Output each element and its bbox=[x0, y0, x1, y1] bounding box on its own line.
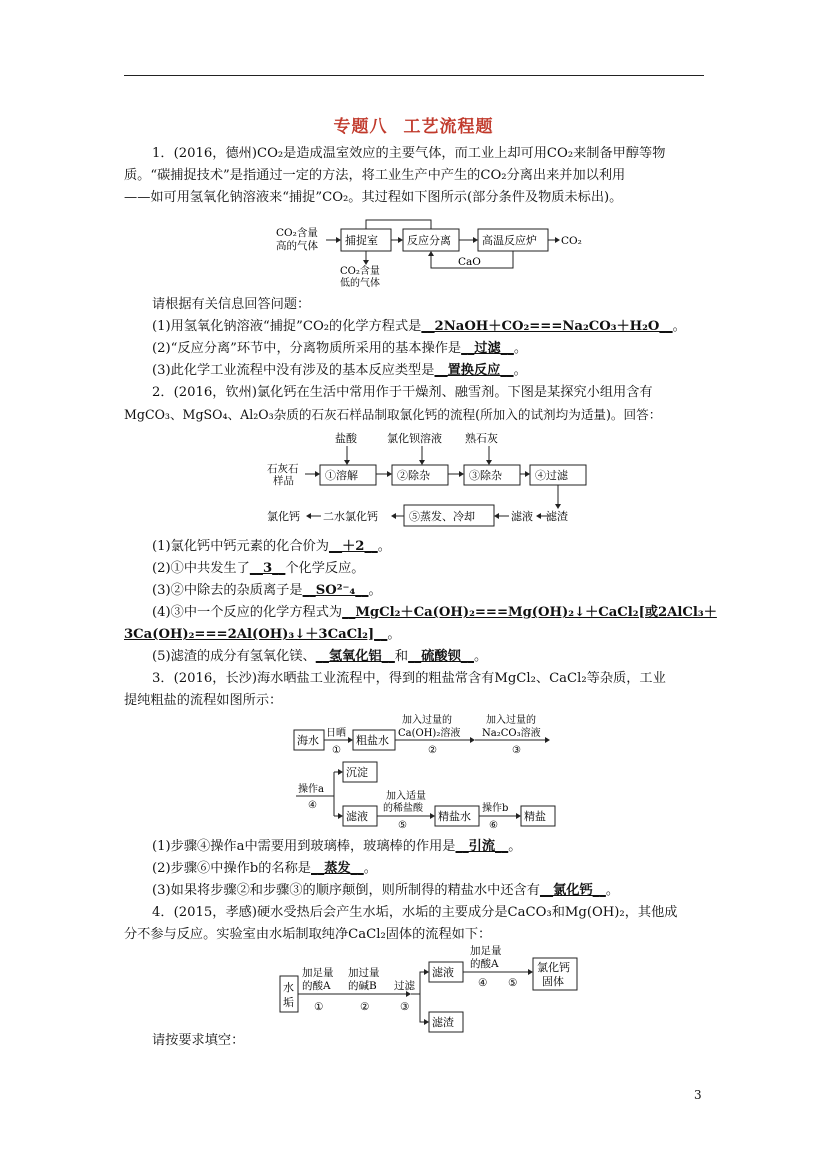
q2-product: 氯化钙 bbox=[267, 510, 300, 523]
q4-box-product-label1: 氯化钙 bbox=[537, 961, 570, 974]
q3-box-clean-brine-label: 精盐水 bbox=[438, 810, 471, 823]
q2-line1: 2．(2016，钦州)氯化钙在生活中常用作于干燥剂、融雪剂。下图是某探究小组用含有 bbox=[152, 385, 653, 400]
q2-source2: 样品 bbox=[273, 475, 294, 487]
q1-low-text1: CO₂含量 bbox=[340, 266, 380, 277]
q1-answer3: __置换反应__ bbox=[434, 363, 514, 378]
q2-sub1: (1)氯化钙中钙元素的化合价为__＋2__。 bbox=[152, 539, 391, 554]
q2-box-evaporate-label: ⑤蒸发、冷却 bbox=[409, 510, 475, 523]
q4-box-product-label2: 固体 bbox=[542, 975, 564, 988]
q2-answer4a: __MgCl₂＋Ca(OH)₂===Mg(OH)₂↓＋CaCl₂[或2AlCl₃＋ bbox=[342, 605, 717, 620]
q4-box-scale-label2: 垢 bbox=[283, 996, 294, 1009]
q3-sub3: (3)如果将步骤②和步骤③的顺序颠倒，则所制得的精盐水中还含有__氯化钙__。 bbox=[152, 883, 620, 898]
q2-box-filter-label: ④过滤 bbox=[535, 469, 568, 482]
page-number: 3 bbox=[694, 1088, 702, 1102]
q4-step4-label1: 加足量 bbox=[470, 945, 502, 957]
q3-line1: 3．(2016，长沙)海水晒盐工业流程中，得到的粗盐常含有MgCl₂、CaCl₂等杂质，工业 bbox=[152, 671, 666, 686]
q2-sub3: (3)②中除去的杂质离子是__SO²⁻₄__。 bbox=[152, 583, 382, 598]
q3-step6-num: ⑥ bbox=[489, 820, 498, 831]
q4-step4-num: ④ bbox=[478, 977, 488, 989]
q2-sub4-cont: 3Ca(OH)₂===2Al(OH)₃↓＋3CaCl₂]__。 bbox=[124, 627, 401, 642]
title-part1: 专题八 bbox=[333, 117, 388, 137]
header-rule bbox=[124, 75, 704, 76]
q3-sub1: (1)步骤④操作a中需要用到玻璃棒，玻璃棒的作用是__引流__。 bbox=[152, 839, 522, 854]
q3-step4-label: 操作a bbox=[298, 784, 324, 795]
q1-sub1: (1)用氢氧化钠溶液“捕捉”CO₂的化学方程式是__2NaOH＋CO₂===Na₂CO₃＋H₂O__。 bbox=[152, 319, 686, 334]
q1-input-text1: CO₂含量 bbox=[276, 227, 318, 239]
q3-step5-num: ⑤ bbox=[398, 820, 407, 831]
q1-line3: ——如可用氢氧化钠溶液来“捕捉”CO₂。其过程如下图所示(部分条件及物质未标出)。 bbox=[124, 190, 623, 205]
q2-filtrate: 滤液 bbox=[511, 510, 533, 523]
q2-reagent2: 氯化钡溶液 bbox=[387, 432, 442, 445]
q1-diagram bbox=[270, 216, 590, 292]
q1-sub3: (3)此化学工业流程中没有涉及的基本反应类型是__置换反应__。 bbox=[152, 363, 527, 378]
q4-box-residue-label: 滤渣 bbox=[432, 1016, 454, 1029]
q2-sub2: (2)①中共发生了__3__个化学反应。 bbox=[152, 561, 365, 576]
q2-answer4b: 3Ca(OH)₂===2Al(OH)₃↓＋3CaCl₂]__ bbox=[124, 627, 388, 642]
q2-answer1: __＋2__ bbox=[328, 539, 378, 554]
q1-box-separate-label: 反应分离 bbox=[407, 234, 451, 247]
q3-step2-label2: Ca(OH)₂溶液 bbox=[398, 728, 461, 739]
q1-loop-label: CaO bbox=[458, 256, 481, 268]
page-title bbox=[0, 112, 827, 137]
q2-answer3: __SO²⁻₄__ bbox=[302, 583, 369, 598]
q2-reagent3: 熟石灰 bbox=[465, 432, 498, 445]
q3-line2: 提纯粗盐的流程如图所示： bbox=[124, 693, 283, 708]
q4-box-filtrate-label: 滤液 bbox=[432, 966, 454, 979]
q1-line2: 质。“碳捕捉技术”是指通过一定的方法，将工业生产中产生的CO₂分离出来并加以利用 bbox=[124, 168, 626, 183]
q2-diagram bbox=[265, 428, 595, 528]
q3-step2-label1: 加入过量的 bbox=[402, 715, 452, 726]
q1-lead: 请根据有关信息回答问题： bbox=[152, 297, 311, 312]
q3-step2-num: ② bbox=[428, 745, 437, 756]
q4-step1-label2: 的酸A bbox=[302, 980, 331, 992]
q1-output-text: CO₂ bbox=[561, 235, 582, 247]
q1-box-furnace-label: 高温反应炉 bbox=[482, 234, 537, 247]
q4-step1-num: ① bbox=[314, 1001, 324, 1013]
q4-line1: 4．(2015，孝感)硬水受热后会产生水垢，水垢的主要成分是CaCO₃和Mg(OH)₂，其他成 bbox=[152, 905, 678, 920]
q3-answer3: __氯化钙__ bbox=[539, 883, 606, 898]
q3-step1-label: 日晒 bbox=[326, 728, 346, 739]
q1-line1: 1．(2016，德州)CO₂是造成温室效应的主要气体，而工业上却可用CO₂来制备甲醇等物 bbox=[152, 146, 666, 161]
q3-step5-label1: 加入适量 bbox=[386, 791, 426, 802]
q3-step1-num: ① bbox=[332, 745, 341, 756]
q1-answer1: __2NaOH＋CO₂===Na₂CO₃＋H₂O__ bbox=[421, 319, 673, 334]
q4-step2-label1: 加过量 bbox=[348, 967, 380, 979]
q2-box-remove1-label: ②除杂 bbox=[397, 469, 430, 482]
q3-diagram bbox=[290, 710, 570, 832]
q3-box-seawater-label: 海水 bbox=[297, 734, 319, 747]
q4-step2-label2: 的碱B bbox=[348, 980, 377, 992]
q3-box-precipitate-label: 沉淀 bbox=[346, 766, 368, 779]
q4-step5-num: ⑤ bbox=[508, 977, 518, 989]
q2-sub4: (4)③中一个反应的化学方程式为__MgCl₂＋Ca(OH)₂===Mg(OH)₂↓＋CaCl₂[或2AlCl₃＋ bbox=[152, 605, 717, 620]
q3-step5-label2: 的稀盐酸 bbox=[383, 803, 423, 814]
q3-step3-label2: Na₂CO₃溶液 bbox=[482, 728, 541, 739]
q2-intermediate: 二水氯化钙 bbox=[323, 510, 378, 523]
q4-step3-num: ③ bbox=[400, 1001, 410, 1013]
q1-box-capture-label: 捕捉室 bbox=[345, 234, 378, 247]
q4-step4-label2: 的酸A bbox=[470, 958, 499, 970]
q1-input-text2: 高的气体 bbox=[276, 240, 318, 252]
q2-residue: 滤渣 bbox=[546, 510, 568, 523]
q3-box-filtrate-label: 滤液 bbox=[346, 810, 368, 823]
q2-source1: 石灰石 bbox=[267, 463, 299, 475]
q3-answer2: __蒸发__ bbox=[311, 861, 364, 876]
q2-box-remove2-label: ③除杂 bbox=[469, 469, 502, 482]
q4-diagram bbox=[276, 944, 586, 1036]
q4-lead: 请按要求填空： bbox=[152, 1033, 245, 1048]
q3-step3-label1: 加入过量的 bbox=[486, 715, 536, 726]
q1-low-text2: 低的气体 bbox=[340, 278, 380, 289]
q3-step3-num: ③ bbox=[512, 745, 521, 756]
title-part2: 工艺流程题 bbox=[403, 117, 494, 137]
q3-step4-num: ④ bbox=[308, 800, 317, 811]
q2-answer5a: __氢氧化铝__ bbox=[315, 649, 395, 664]
q2-answer5b: __硫酸钡__ bbox=[408, 649, 474, 664]
q2-sub5: (5)滤渣的成分有氢氧化镁、__氢氧化铝__和__硫酸钡__。 bbox=[152, 649, 488, 664]
q3-step6-label: 操作b bbox=[482, 803, 509, 814]
q2-box-dissolve-label: ①溶解 bbox=[325, 469, 358, 482]
q2-reagent1: 盐酸 bbox=[335, 432, 357, 445]
q4-line2: 分不参与反应。实验室由水垢制取纯净CaCl₂固体的流程如下： bbox=[124, 927, 492, 942]
q3-box-refined-salt-label: 精盐 bbox=[524, 810, 546, 823]
q3-answer1: __引流__ bbox=[455, 839, 509, 854]
q2-line2: MgCO₃、MgSO₄、Al₂O₃杂质的石灰石样品制取氯化钙的流程(所加入的试剂均为适量)。回答： bbox=[124, 407, 662, 422]
q3-sub2: (2)步骤⑥中操作b的名称是__蒸发__。 bbox=[152, 861, 377, 876]
q1-answer2: __过滤__ bbox=[461, 341, 514, 356]
q4-step3-label: 过滤 bbox=[394, 980, 415, 992]
q1-sub2: (2)“反应分离”环节中，分离物质所采用的基本操作是__过滤__。 bbox=[152, 341, 528, 356]
q4-step2-num: ② bbox=[360, 1001, 370, 1013]
q4-box-scale-label1: 水 bbox=[283, 981, 294, 994]
q3-box-brine-label: 粗盐水 bbox=[356, 734, 389, 747]
q2-answer2: __3__ bbox=[249, 561, 286, 576]
q4-step1-label1: 加足量 bbox=[302, 967, 334, 979]
